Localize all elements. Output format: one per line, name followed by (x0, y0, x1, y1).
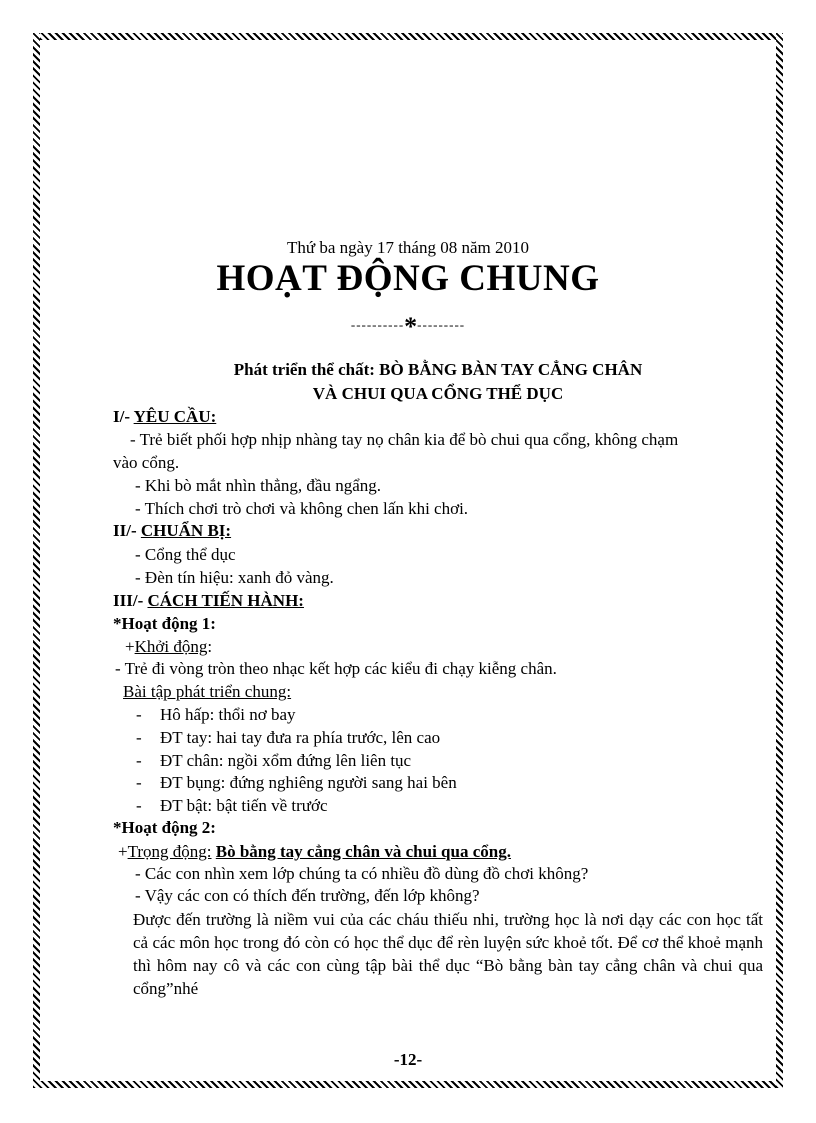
star-icon: * (404, 312, 418, 341)
section-2-title: CHUẨN BỊ: (140, 521, 232, 540)
topic-line-1: Phát triển thể chất: BÒ BẰNG BÀN TAY CẲNG CHÂN (233, 360, 643, 379)
warmup-description: - Trẻ đi vòng tròn theo nhạc kết hợp các kiểu đi chạy kiễng chân. (115, 659, 557, 678)
requirement-1-line-1: - Trẻ biết phối hợp nhịp nhàng tay nọ chân kia để bò chui qua cổng, không chạm (130, 430, 679, 449)
title-divider (0, 312, 816, 342)
main-activity-prefix: + (118, 842, 128, 861)
question-1: - Các con nhìn xem lớp chúng ta có nhiều đồ dùng đồ chơi không? (135, 864, 589, 883)
warmup-colon: : (207, 637, 213, 656)
question-2: - Vậy các con có thích đến trường, đến lớp không? (135, 886, 480, 905)
section-3-title: CÁCH TIẾN HÀNH: (147, 591, 304, 610)
main-activity-title: Bò bằng tay cẳng chân và chui qua cổng. (215, 842, 511, 861)
page-border-bottom (33, 1081, 783, 1088)
exercise-bullet: - (136, 796, 142, 815)
main-activity (118, 842, 511, 862)
exercise-item: ĐT bật: bật tiến về trước (160, 796, 328, 815)
warmup-prefix: + (125, 637, 135, 656)
page-border-left (33, 33, 40, 1088)
page-number: -12- (393, 1050, 423, 1069)
divider-dashes-left: ---------- (350, 317, 405, 332)
divider-dashes-right: --------- (417, 317, 466, 332)
section-1-title: YÊU CẦU: (133, 407, 217, 426)
section-2-number: II/- (113, 521, 137, 540)
requirement-3: - Thích chơi trò chơi và không chen lấn khi chơi. (135, 499, 469, 518)
exercise-item: ĐT chân: ngồi xổm đứng lên liên tục (160, 751, 412, 770)
topic-line-2: VÀ CHUI QUA CỔNG THỂ DỤC (312, 384, 564, 403)
introduction-paragraph: Được đến trường là niềm vui của các cháu thiếu nhi, trường học là nơi dạy các con học tất cả các môn học trong đó còn có học thể dục để rèn luyện sức khoẻ tốt. Để cơ thể khoẻ mạnh thì hôm nay cô và các con cùng tập bài thể dục “Bò bằng bàn tay cẳng chân và chui qua cổng”nhé (133, 910, 763, 998)
activity-2-heading: *Hoạt động 2: (113, 818, 216, 837)
page-border-right (776, 33, 783, 1088)
exercise-bullet: - (136, 728, 142, 747)
section-1-heading (113, 407, 216, 427)
exercise-heading: Bài tập phát triển chung: (123, 682, 292, 701)
page-title: HOẠT ĐỘNG CHUNG (216, 258, 600, 299)
preparation-2: - Đèn tín hiệu: xanh đỏ vàng. (135, 568, 334, 587)
main-activity-label: Trọng động: (127, 842, 212, 861)
section-3-heading (113, 591, 304, 611)
exercise-bullet: - (136, 773, 142, 792)
preparation-1: - Cổng thể dục (135, 545, 236, 564)
requirement-2: - Khi bò mắt nhìn thẳng, đầu ngẩng. (135, 476, 381, 495)
exercise-item: Hô hấp: thổi nơ bay (160, 705, 296, 724)
lesson-date: Thứ ba ngày 17 tháng 08 năm 2010 (287, 238, 529, 257)
warmup-label (125, 637, 212, 657)
section-2-heading (113, 521, 231, 541)
requirement-1-line-2: vào cổng. (113, 453, 180, 472)
exercise-bullet: - (136, 751, 142, 770)
exercise-item: ĐT tay: hai tay đưa ra phía trước, lên cao (160, 728, 441, 747)
exercise-bullet: - (136, 705, 142, 724)
warmup-label-text: Khởi động (134, 637, 208, 656)
exercise-item: ĐT bụng: đứng nghiêng người sang hai bên (160, 773, 457, 792)
section-1-number: I/- (113, 407, 130, 426)
page-border-top (33, 33, 783, 40)
section-3-number: III/- (113, 591, 144, 610)
activity-1-heading: *Hoạt động 1: (113, 614, 216, 633)
